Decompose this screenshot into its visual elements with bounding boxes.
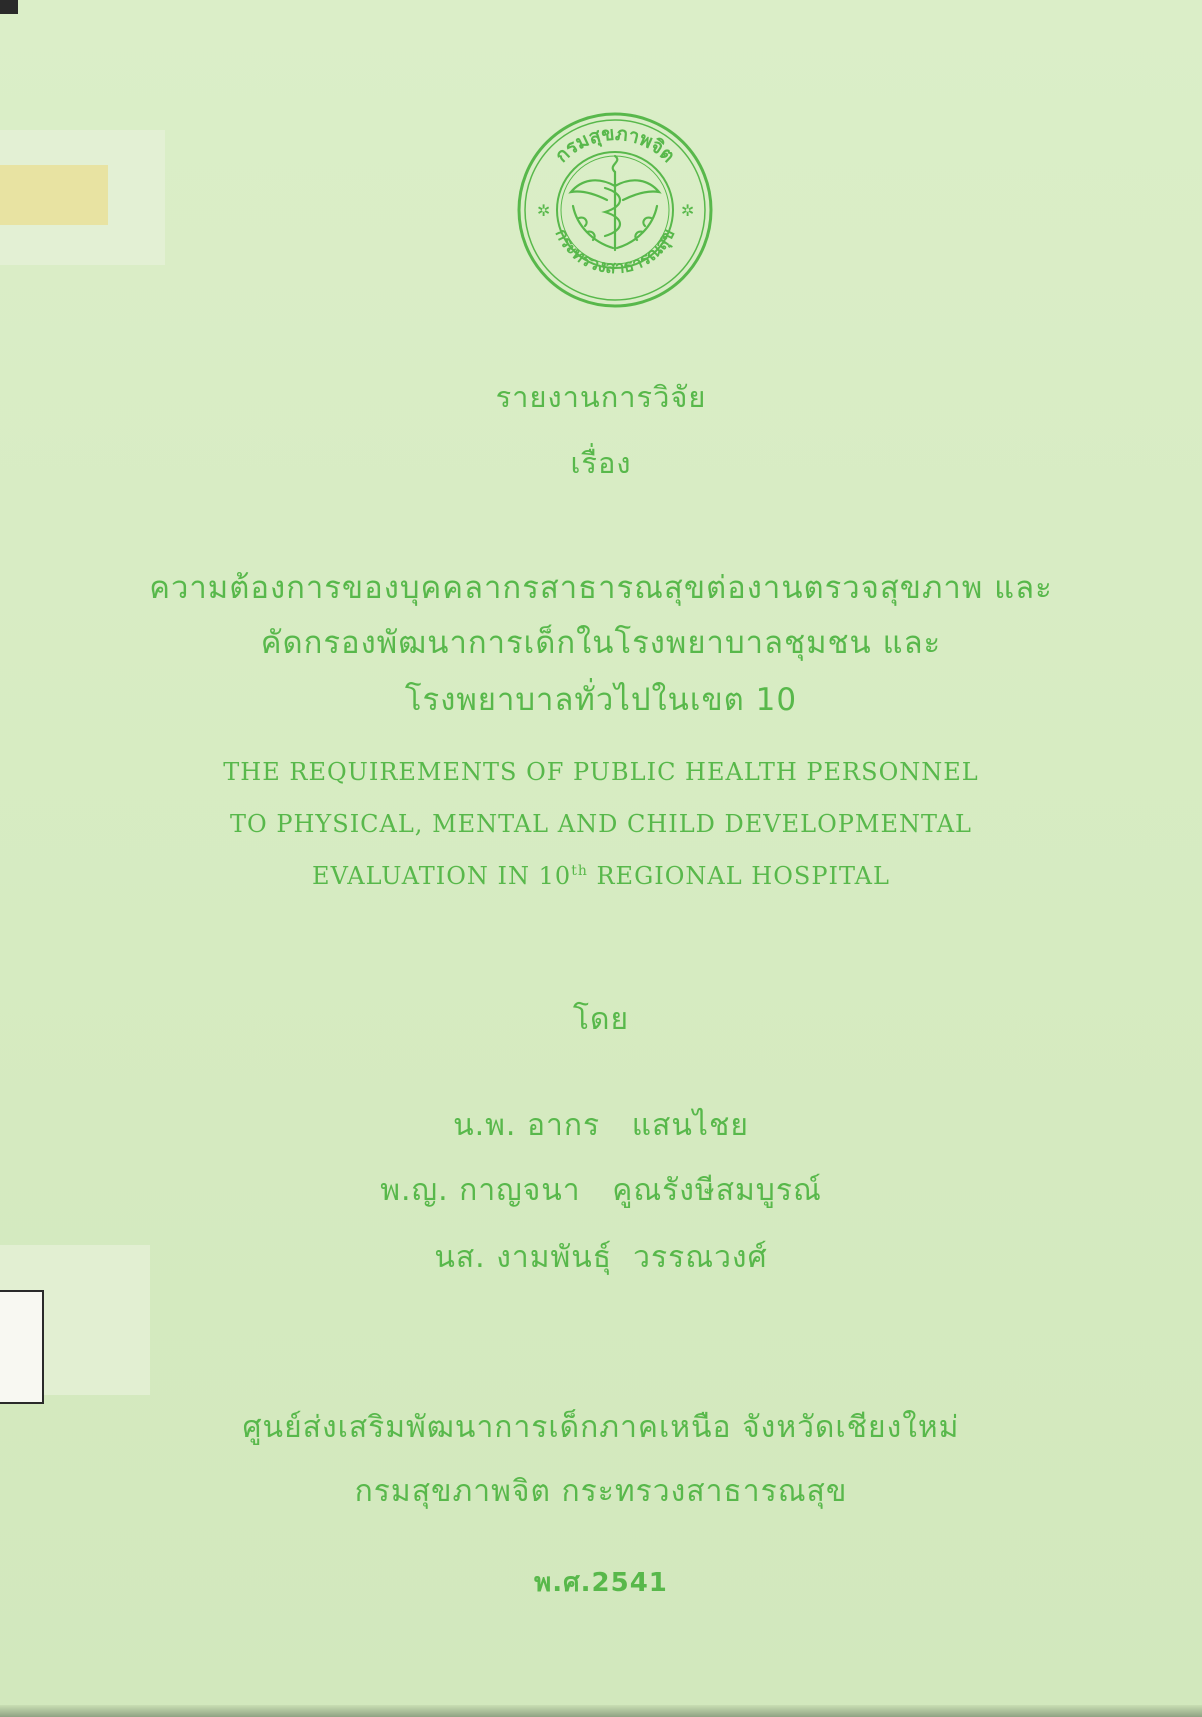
subject-label: เรื่อง <box>570 446 632 480</box>
report-label: รายงานการวิจัย <box>495 380 707 414</box>
by-label: โดย <box>572 1002 630 1037</box>
english-title-line-3: EVALUATION IN 10th REGIONAL HOSPITAL <box>312 862 890 890</box>
author-1: น.พ. อากร แสนไชย <box>453 1108 749 1143</box>
ordinal-suffix: th <box>571 863 588 879</box>
bottom-edge <box>0 1705 1202 1717</box>
thai-title-line-3: โรงพยาบาลทั่วไปในเขต 10 <box>404 682 798 718</box>
white-spine-label <box>0 1290 44 1404</box>
institution-line-2: กรมสุขภาพจิต กระทรวงสาธารณสุข <box>354 1474 848 1509</box>
seal-top-text: กรมสุขภาพจิต <box>550 122 680 167</box>
author-2: พ.ญ. กาญจนา คูณรังษีสมบูรณ์ <box>380 1173 822 1208</box>
seal-bottom-text: กระทรวงสาธารณสุข <box>550 225 680 279</box>
svg-text:✲: ✲ <box>537 201 551 220</box>
english-title-line-2: TO PHYSICAL, MENTAL AND CHILD DEVELOPMENTAL <box>230 810 972 838</box>
svg-text:✲: ✲ <box>681 201 695 220</box>
publication-year: พ.ศ.2541 <box>534 1568 668 1598</box>
corner-mark <box>0 0 18 14</box>
english-title-line-1: THE REQUIREMENTS OF PUBLIC HEALTH PERSONNEL <box>223 758 979 786</box>
thai-title-line-2: คัดกรองพัฒนาการเด็กในโรงพยาบาลชุมชน และ <box>260 625 942 661</box>
institution-line-1: ศูนย์ส่งเสริมพัฒนาการเด็กภาคเหนือ จังหวัดเชียงใหม่ <box>242 1410 960 1445</box>
yellow-spine-label <box>0 165 108 225</box>
department-seal-icon <box>515 110 715 310</box>
thai-title-line-1: ความต้องการของบุคคลากรสาธารณสุขต่องานตรวจสุขภาพ และ <box>149 570 1053 606</box>
author-3: นส. งามพันธุ์ วรรณวงศ์ <box>434 1240 768 1275</box>
